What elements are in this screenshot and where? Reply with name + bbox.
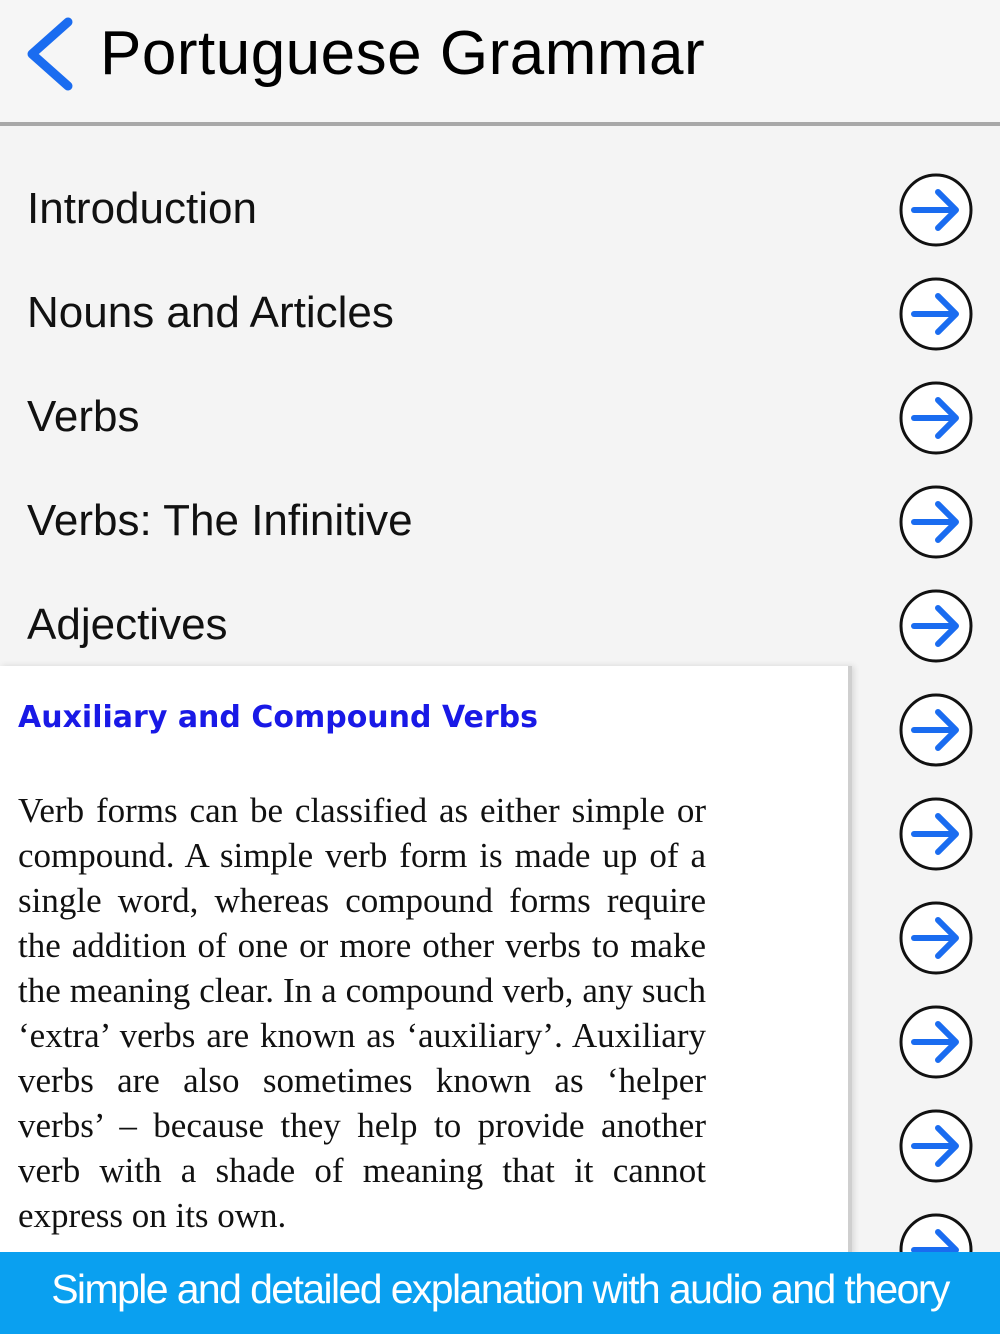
- document-heading: Auxiliary and Compound Verbs: [18, 700, 538, 735]
- open-topic-arrow-button[interactable]: [898, 1108, 974, 1184]
- circle-arrow-right-icon: [898, 276, 974, 352]
- banner-text: Simple and detailed explanation with audio and theory: [51, 1266, 949, 1312]
- open-topic-arrow-button[interactable]: [898, 1004, 974, 1080]
- document-body: Verb forms can be classified as either simple or compound. A simple verb form is made up of a single word, whereas compound forms require the addition of one or more other verbs to make the meaning clear. In a compound verb, any such ‘extra’ verbs are known as ‘auxiliary’. Auxiliary verbs are also sometimes known as ‘helper verbs’ – because they help to provide another verb with a shade of meaning that it cannot express on its own.: [18, 791, 706, 1235]
- circle-arrow-right-icon: [898, 796, 974, 872]
- back-button[interactable]: [18, 14, 82, 94]
- list-item-introduction[interactable]: [0, 160, 1000, 264]
- circle-arrow-right-icon: [898, 380, 974, 456]
- open-topic-arrow-button[interactable]: [898, 172, 974, 248]
- circle-arrow-right-icon: [898, 1004, 974, 1080]
- open-topic-arrow-button[interactable]: [898, 588, 974, 664]
- list-item-label: Verbs: [27, 392, 140, 441]
- list-item-label: Nouns and Articles: [27, 288, 394, 337]
- open-topic-arrow-button[interactable]: [898, 900, 974, 976]
- list-item-label: Adjectives: [27, 600, 228, 649]
- list-item-label: Introduction: [27, 184, 257, 233]
- list-item-nouns-and-articles[interactable]: [0, 264, 1000, 368]
- open-topic-arrow-button[interactable]: [898, 380, 974, 456]
- circle-arrow-right-icon: [898, 484, 974, 560]
- list-item-adjectives[interactable]: [0, 576, 1000, 680]
- list-item-label: Verbs: The Infinitive: [27, 496, 413, 545]
- navigation-bar: [0, 0, 1000, 126]
- open-topic-arrow-button[interactable]: [898, 276, 974, 352]
- circle-arrow-right-icon: [898, 900, 974, 976]
- open-topic-arrow-button[interactable]: [898, 484, 974, 560]
- circle-arrow-right-icon: [898, 1108, 974, 1184]
- circle-arrow-right-icon: [898, 588, 974, 664]
- circle-arrow-right-icon: [898, 172, 974, 248]
- list-item-verbs[interactable]: [0, 368, 1000, 472]
- list-item-verbs-infinitive[interactable]: [0, 472, 1000, 576]
- open-topic-arrow-button[interactable]: [898, 692, 974, 768]
- chevron-left-icon: [18, 14, 82, 94]
- arrow-column: [898, 172, 978, 1262]
- circle-arrow-right-icon: [898, 692, 974, 768]
- promo-banner: [0, 1252, 1000, 1334]
- document-preview[interactable]: [0, 666, 852, 1256]
- open-topic-arrow-button[interactable]: [898, 796, 974, 872]
- page-title: Portuguese Grammar: [100, 19, 706, 88]
